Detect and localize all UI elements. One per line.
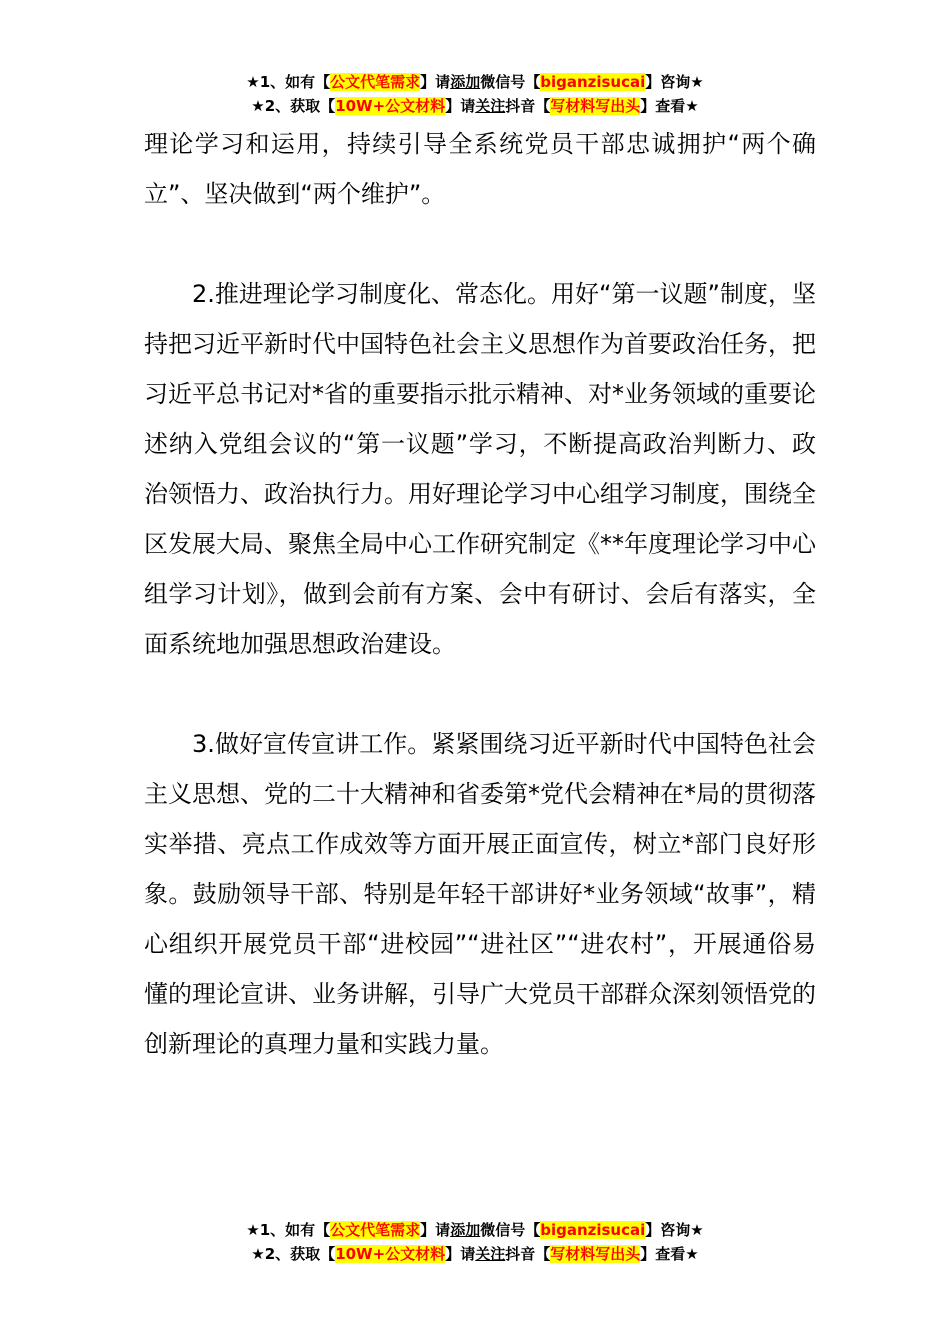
document-body — [144, 119, 816, 1069]
paragraph-2: 2.推进理论学习制度化、常态化。用好“第一议题”制度，坚持把习近平新时代中国特色社会主义思想作为首要政治任务，把习近平总书记对*省的重要指示批示精神、对*业务领域的重要论述纳入党组会议的“第一议题”学习，不断提高政治判断力、政治领悟力、政治执行力。用好理论学习中心组学习制度，围绕全区发展大局、聚焦全局中心工作研究制定《**年度理论学习中心组学习计划》，做到会前有方案、会中有研讨、会后有落实，全面系统地加强思想政治建设。 — [144, 280, 816, 658]
highlight-materials: 10W+公文材料 — [335, 97, 446, 115]
highlight-wechat-id: biganzisucai — [540, 73, 646, 91]
intro-tail-paragraph: 理论学习和运用，持续引导全系统党员干部忠诚拥护“两个确立”、坚决做到“两个维护”。 — [144, 130, 816, 208]
highlight-materials: 10W+公文材料 — [335, 1245, 446, 1263]
highlight-service: 公文代笔需求 — [330, 73, 421, 91]
highlight-douyin-account: 写材料写出头 — [550, 97, 641, 115]
footer-banner-line2: ★2、获取【10W+公文材料】请关注抖音【写材料写出头】查看★ — [251, 1245, 699, 1263]
paragraph-spacer — [144, 219, 816, 269]
highlight-wechat-id: biganzisucai — [540, 1221, 646, 1239]
paragraph-3: 3.做好宣传宣讲工作。紧紧围绕习近平新时代中国特色社会主义思想、党的二十大精神和省委第*党代会精神在*局的贯彻落实举措、亮点工作成效等方面开展正面宣传，树立*部门良好形象。鼓励领导干部、特别是年轻干部讲好*业务领域“故事”，精心组织开展党员干部“进校园”“进社区”“进农村”，开展通俗易懂的理论宣讲、业务讲解，引导广大党员干部群众深刻领悟党的创新理论的真理力量和实践力量。 — [144, 730, 816, 1058]
highlight-douyin-account: 写材料写出头 — [550, 1245, 641, 1263]
footer-banner-line1: ★1、如有【公文代笔需求】请添加微信号【biganzisucai】咨询★ — [246, 1221, 704, 1239]
header-banner-line1: ★1、如有【公文代笔需求】请添加微信号【biganzisucai】咨询★ — [246, 73, 704, 91]
header-banner-line2: ★2、获取【10W+公文材料】请关注抖音【写材料写出头】查看★ — [251, 97, 699, 115]
highlight-service: 公文代笔需求 — [330, 1221, 421, 1239]
paragraph-spacer — [144, 669, 816, 719]
